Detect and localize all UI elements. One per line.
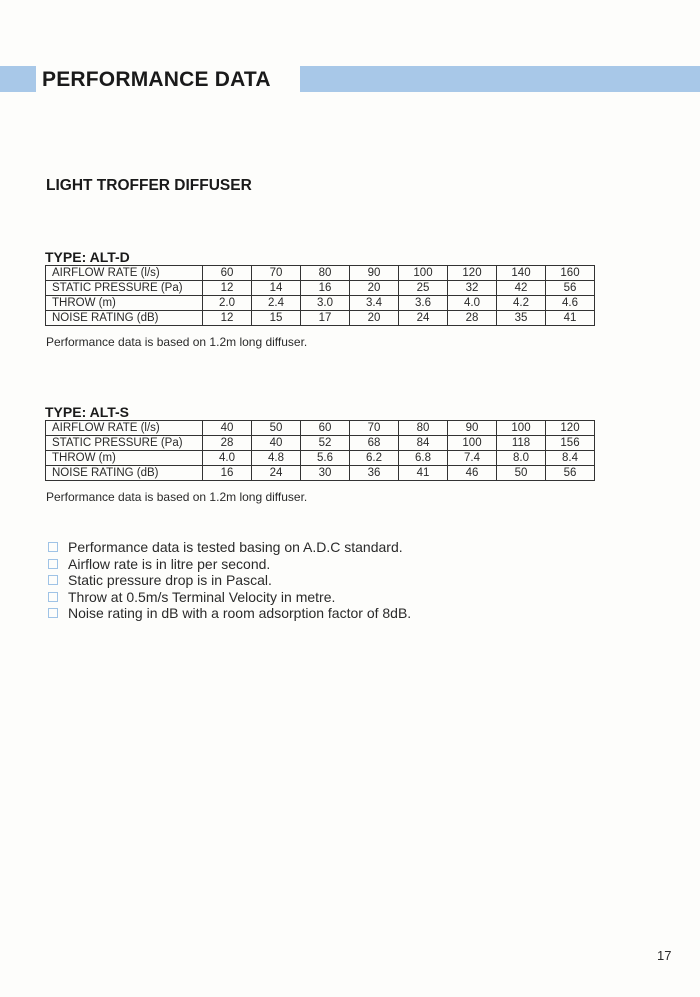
table-cell: 3.0 xyxy=(301,296,350,311)
table-cell: 90 xyxy=(350,266,399,281)
table-cell: 70 xyxy=(252,266,301,281)
table-cell: 4.6 xyxy=(546,296,595,311)
list-item xyxy=(48,589,411,606)
table-row xyxy=(46,281,595,296)
list-item-text: Noise rating in dB with a room adsorption factor of 8dB. xyxy=(68,605,412,622)
list-item-text: Static pressure drop is in Pascal. xyxy=(68,572,272,589)
table-cell: 120 xyxy=(448,266,497,281)
table-cell: 118 xyxy=(497,436,546,451)
page-number: 17 xyxy=(657,948,672,963)
table-cell: 2.0 xyxy=(203,296,252,311)
table-cell: 3.6 xyxy=(399,296,448,311)
table-cell: 32 xyxy=(448,281,497,296)
table-cell: 25 xyxy=(399,281,448,296)
table-cell: 84 xyxy=(399,436,448,451)
table-cell: 56 xyxy=(546,466,595,481)
table-cell: 50 xyxy=(497,466,546,481)
table-cell: 56 xyxy=(546,281,595,296)
table-cell: 35 xyxy=(497,311,546,326)
table-cell: 100 xyxy=(448,436,497,451)
table-cell: 40 xyxy=(203,421,252,436)
table-cell: 28 xyxy=(448,311,497,326)
table-cell: 16 xyxy=(301,281,350,296)
table-cell: 100 xyxy=(399,266,448,281)
table-cell: 15 xyxy=(252,311,301,326)
row-header: THROW (m) xyxy=(46,296,203,311)
checkbox-bullet-icon xyxy=(48,575,58,585)
table-cell: 140 xyxy=(497,266,546,281)
row-header: NOISE RATING (dB) xyxy=(46,311,203,326)
page-title: PERFORMANCE DATA xyxy=(42,68,271,91)
table-row xyxy=(46,451,595,466)
checkbox-bullet-icon xyxy=(48,559,58,569)
header-bar-left xyxy=(0,66,36,92)
checkbox-bullet-icon xyxy=(48,592,58,602)
table-cell: 17 xyxy=(301,311,350,326)
table-row xyxy=(46,266,595,281)
header-bar-right xyxy=(300,66,700,92)
checkbox-bullet-icon xyxy=(48,608,58,618)
table-note-alt-d: Performance data is based on 1.2m long diffuser. xyxy=(46,335,308,349)
list-item-text: Performance data is tested basing on A.D.C standard. xyxy=(68,539,403,555)
list-item xyxy=(48,539,411,556)
table-cell: 8.4 xyxy=(546,451,595,466)
row-header: THROW (m) xyxy=(46,451,203,466)
table-cell: 40 xyxy=(252,436,301,451)
table-cell: 5.6 xyxy=(301,451,350,466)
section-title: LIGHT TROFFER DIFFUSER xyxy=(46,177,252,194)
table-cell: 3.4 xyxy=(350,296,399,311)
table-cell: 12 xyxy=(203,281,252,296)
table-row xyxy=(46,436,595,451)
list-item-text: Airflow rate is in litre per second. xyxy=(68,555,271,572)
table-cell: 2.4 xyxy=(252,296,301,311)
performance-table-alt-d xyxy=(45,265,595,326)
table-cell: 6.2 xyxy=(350,451,399,466)
list-item xyxy=(48,556,411,573)
table-cell: 100 xyxy=(497,421,546,436)
list-item xyxy=(48,572,411,589)
table-cell: 7.4 xyxy=(448,451,497,466)
table-cell: 20 xyxy=(350,311,399,326)
table-row xyxy=(46,296,595,311)
table-cell: 4.8 xyxy=(252,451,301,466)
table-cell: 6.8 xyxy=(399,451,448,466)
table-row xyxy=(46,466,595,481)
performance-table-alt-s xyxy=(45,420,595,481)
type-label-alt-s: TYPE: ALT-S xyxy=(45,404,129,420)
table-row xyxy=(46,421,595,436)
table-cell: 68 xyxy=(350,436,399,451)
table-cell: 70 xyxy=(350,421,399,436)
table-cell: 46 xyxy=(448,466,497,481)
table-cell: 90 xyxy=(448,421,497,436)
table-cell: 36 xyxy=(350,466,399,481)
table-cell: 4.2 xyxy=(497,296,546,311)
table-cell: 60 xyxy=(301,421,350,436)
table-cell: 52 xyxy=(301,436,350,451)
table-cell: 12 xyxy=(203,311,252,326)
table-cell: 30 xyxy=(301,466,350,481)
table-note-alt-s: Performance data is based on 1.2m long diffuser. xyxy=(46,490,308,504)
table-cell: 4.0 xyxy=(448,296,497,311)
table-cell: 20 xyxy=(350,281,399,296)
table-cell: 156 xyxy=(546,436,595,451)
table-cell: 24 xyxy=(399,311,448,326)
row-header: NOISE RATING (dB) xyxy=(46,466,203,481)
table-cell: 120 xyxy=(546,421,595,436)
table-cell: 80 xyxy=(301,266,350,281)
type-label-alt-d: TYPE: ALT-D xyxy=(45,249,130,265)
table-cell: 28 xyxy=(203,436,252,451)
checkbox-bullet-icon xyxy=(48,542,58,552)
table-cell: 50 xyxy=(252,421,301,436)
row-header: AIRFLOW RATE (l/s) xyxy=(46,421,203,436)
notes-list xyxy=(48,539,411,622)
table-cell: 41 xyxy=(399,466,448,481)
table-cell: 80 xyxy=(399,421,448,436)
table-cell: 8.0 xyxy=(497,451,546,466)
row-header: STATIC PRESSURE (Pa) xyxy=(46,436,203,451)
row-header: STATIC PRESSURE (Pa) xyxy=(46,281,203,296)
table-cell: 14 xyxy=(252,281,301,296)
table-cell: 160 xyxy=(546,266,595,281)
table-row xyxy=(46,311,595,326)
table-cell: 4.0 xyxy=(203,451,252,466)
list-item xyxy=(48,605,411,622)
table-cell: 42 xyxy=(497,281,546,296)
table-cell: 16 xyxy=(203,466,252,481)
table-cell: 60 xyxy=(203,266,252,281)
table-cell: 24 xyxy=(252,466,301,481)
list-item-text: Throw at 0.5m/s Terminal Velocity in metre. xyxy=(68,588,336,605)
row-header: AIRFLOW RATE (l/s) xyxy=(46,266,203,281)
table-cell: 41 xyxy=(546,311,595,326)
